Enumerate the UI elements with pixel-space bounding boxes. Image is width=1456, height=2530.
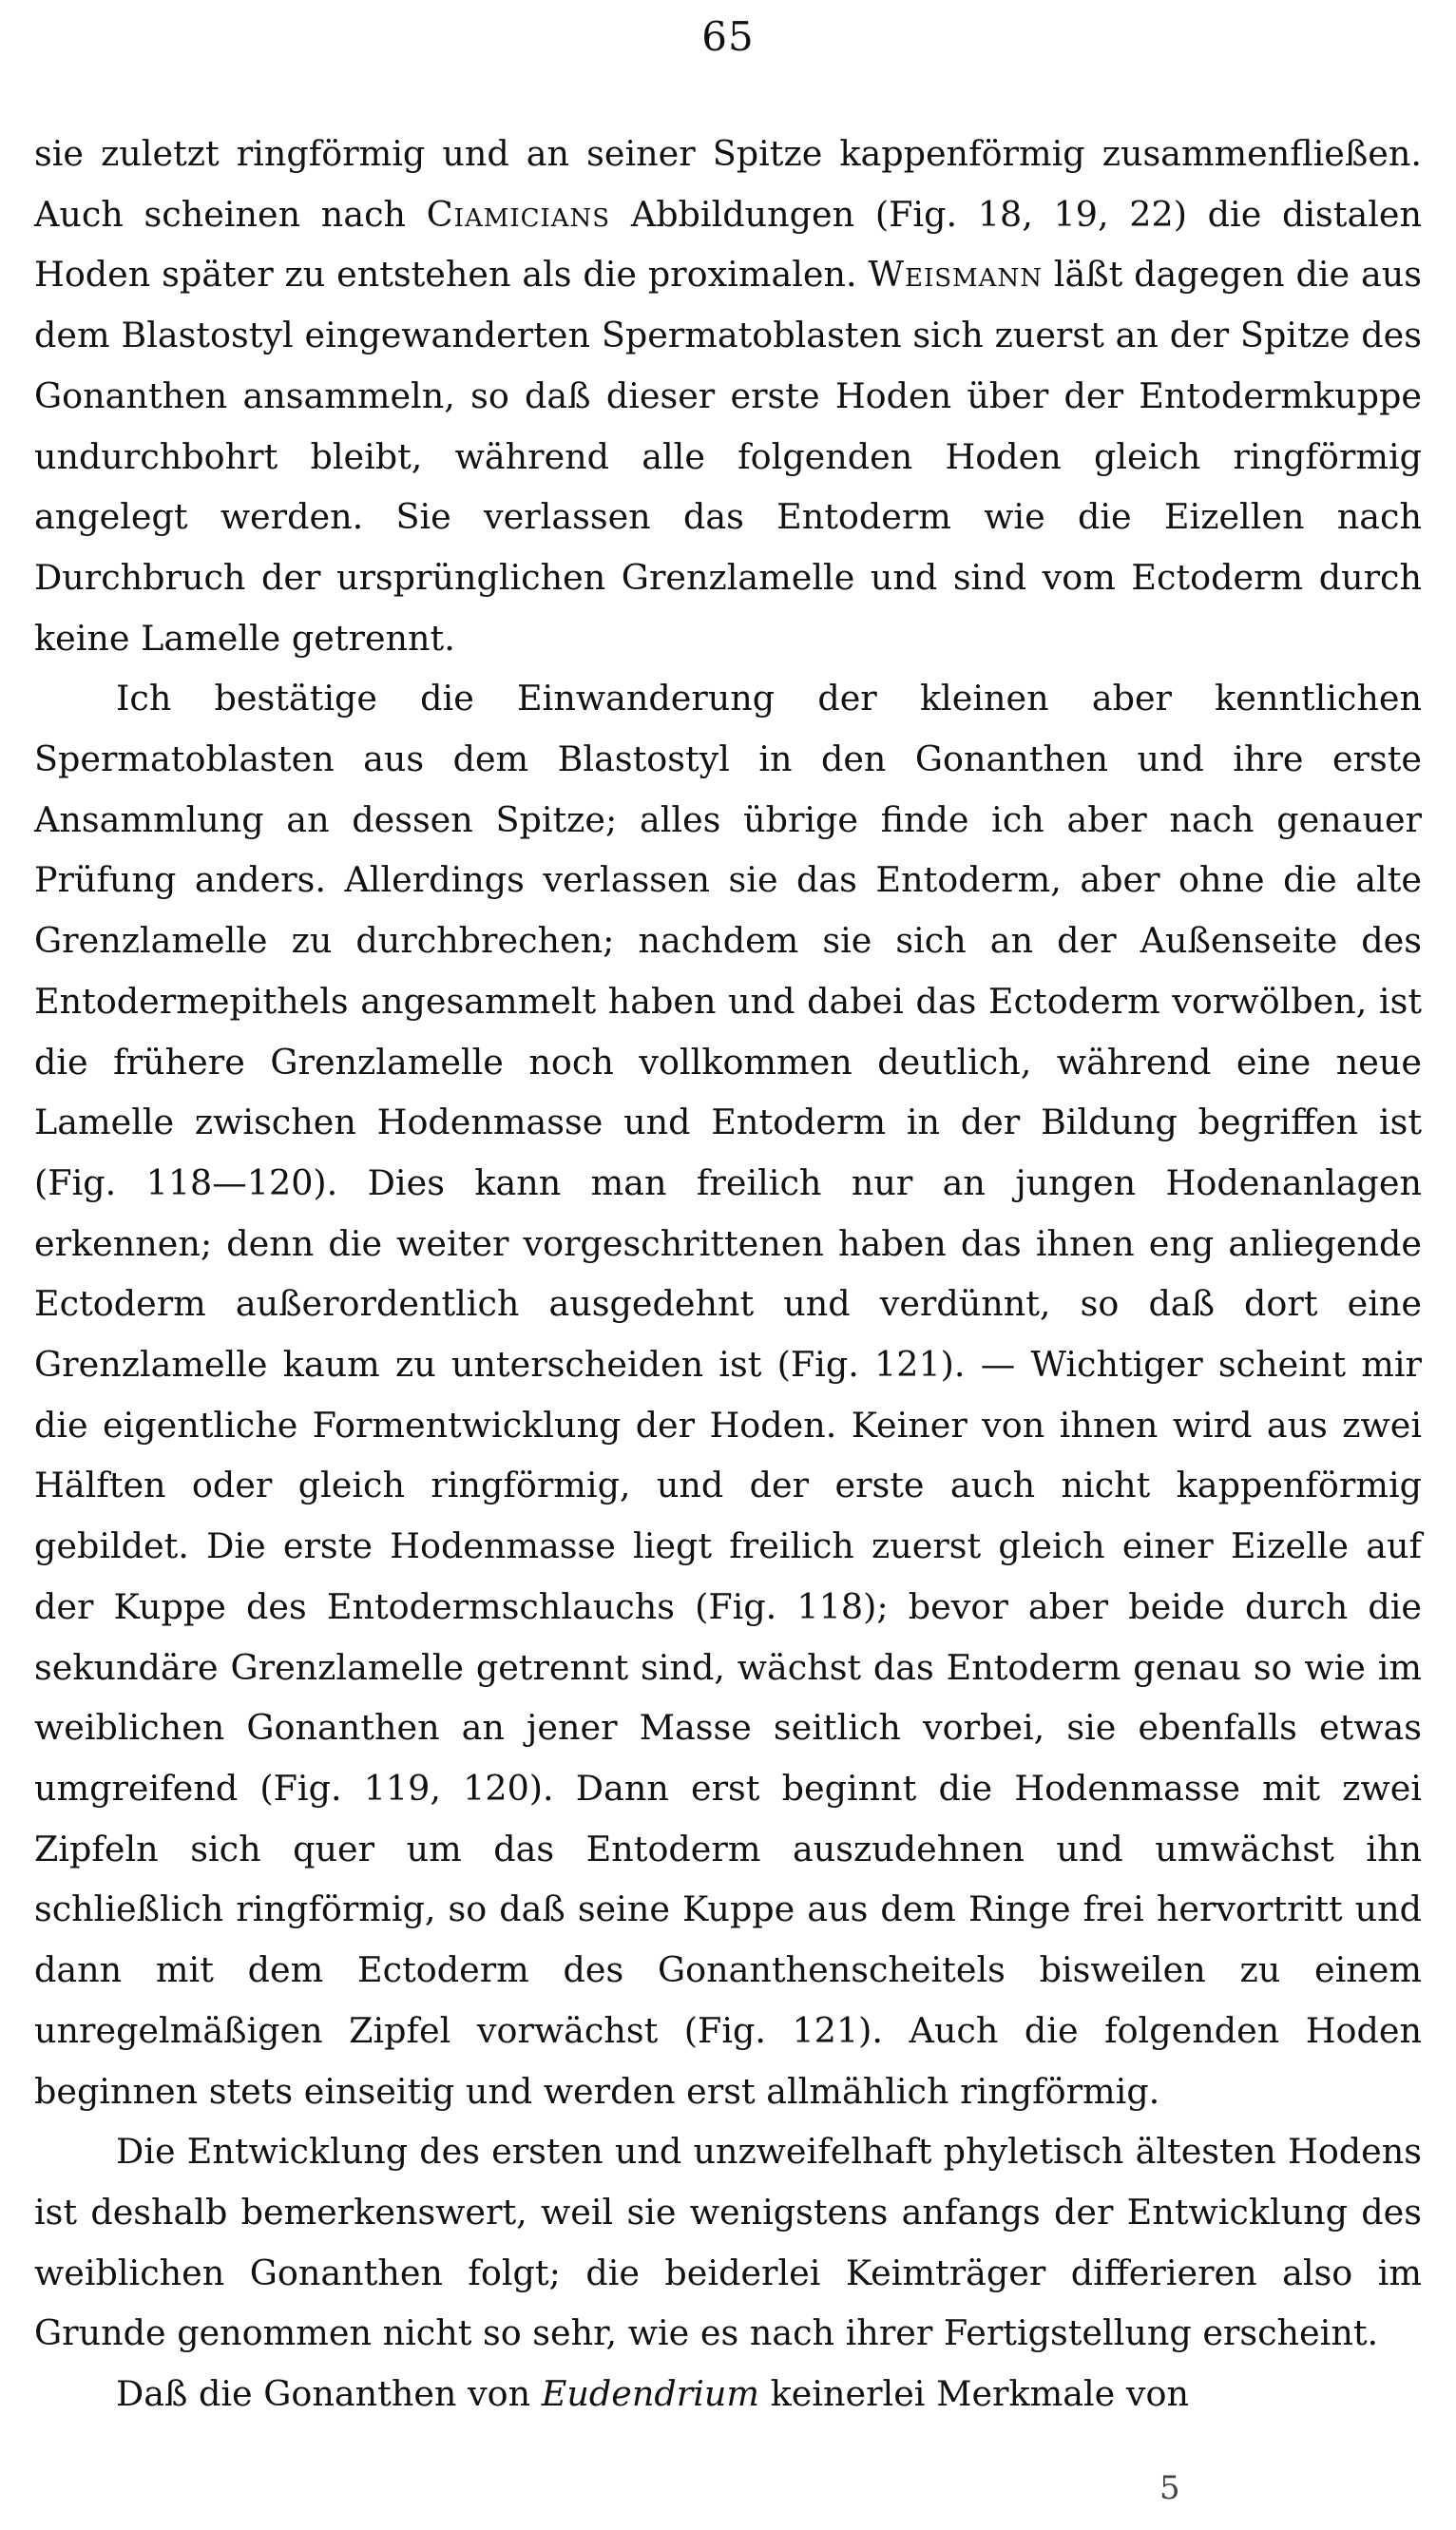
- text-run: Die Entwicklung des ersten und unzweifelhaft phyletisch ältesten Hodens ist deshalb bemerkenswert, weil sie wenigstens anfangs der Entwicklung des weiblichen Gonanthen folgt; die beiderlei Keimträger differieren also im Grunde genommen nicht so sehr, wie es nach ihrer Fertigstellung erscheint.: [34, 2131, 1422, 2354]
- body-text: [34, 124, 1422, 2425]
- sheet-signature: 5: [1159, 2469, 1180, 2507]
- text-run: sie zuletzt ringförmig und an seiner Spitze kappenförmig zusammenfließen. Auch scheinen nach: [34, 133, 1422, 235]
- text-run: Ich bestätige die Einwanderung der kleinen aber kenntlichen Spermatoblasten aus dem Blastostyl in den Gonanthen und ihre erste Ansammlung an dessen Spitze; alles übrige finde ich aber nach genauer Prüfung anders. Allerdings verlassen sie das Entoderm, aber ohne die alte Grenzlamelle zu durchbrechen; nachdem sie sich an der Außenseite des Entodermepithels angesammelt haben und dabei das Ectoderm vorwölben, ist die frühere Grenzlamelle noch vollkommen deutlich, während eine neue Lamelle zwischen Hodenmasse und Entoderm in der Bildung begriffen ist (Fig. 118—120). Dies kann man freilich nur an jungen Hodenanlagen erkennen; denn die weiter vorgeschrittenen haben das ihnen eng anliegende Ectoderm außerordentlich ausgedehnt und verdünnt, so daß dort eine Grenzlamelle kaum zu unterscheiden ist (Fig. 121). — Wichtiger scheint mir die eigentliche Formentwicklung der Hoden. Keiner von ihnen wird aus zwei Hälften oder gleich ringförmig, und der erste auch nicht kappenförmig gebildet. Die erste Hodenmasse liegt freilich zuerst gleich einer Eizelle auf der Kuppe des Entodermschlauchs (Fig. 118); bevor aber beide durch die sekundäre Grenzlamelle getrennt sind, wächst das Entoderm genau so wie im weiblichen Gonanthen an jener Masse seitlich vorbei, sie ebenfalls etwas umgreifend (Fig. 119, 120). Dann erst beginnt die Hodenmasse mit zwei Zipfeln sich quer um das Entoderm auszudehnen und umwächst ihn schließlich ringförmig, so daß seine Kuppe aus dem Ringe frei hervortritt und dann mit dem Ectoderm des Gonanthenscheitels bisweilen zu einem unregelmäßigen Zipfel vorwächst (Fig. 121). Auch die folgenden Hoden beginnen stets einseitig und werden erst allmählich ringförmig.: [34, 678, 1422, 2112]
- author-name: Ciamicians: [426, 193, 611, 235]
- text-run: Daß die Gonanthen von: [116, 2373, 542, 2415]
- taxon-name: Eudendrium: [541, 2373, 759, 2415]
- author-name: Weismann: [868, 254, 1043, 296]
- text-run: Abbildungen (Fig. 18, 19, 22) die distalen Hoden später zu entstehen als die proximalen.: [34, 193, 1422, 296]
- paragraph: [34, 124, 1422, 668]
- paragraph: [34, 2121, 1422, 2364]
- text-run: keinerlei Merkmale von: [758, 2373, 1189, 2415]
- paragraph: [34, 668, 1422, 2121]
- text-run: läßt dagegen die aus dem Blastostyl eingewanderten Spermatoblasten sich zuerst an der Spitze des Gonanthen ansammeln, so daß dieser erste Hoden über der Entodermkuppe undurchbohrt bleibt, während alle folgenden Hoden gleich ringförmig angelegt werden. Sie verlassen das Entoderm wie die Eizellen nach Durchbruch der ursprünglichen Grenzlamelle und sind vom Ectoderm durch keine Lamelle getrennt.: [34, 254, 1422, 659]
- page-number: 65: [701, 13, 755, 60]
- paragraph: [34, 2364, 1422, 2425]
